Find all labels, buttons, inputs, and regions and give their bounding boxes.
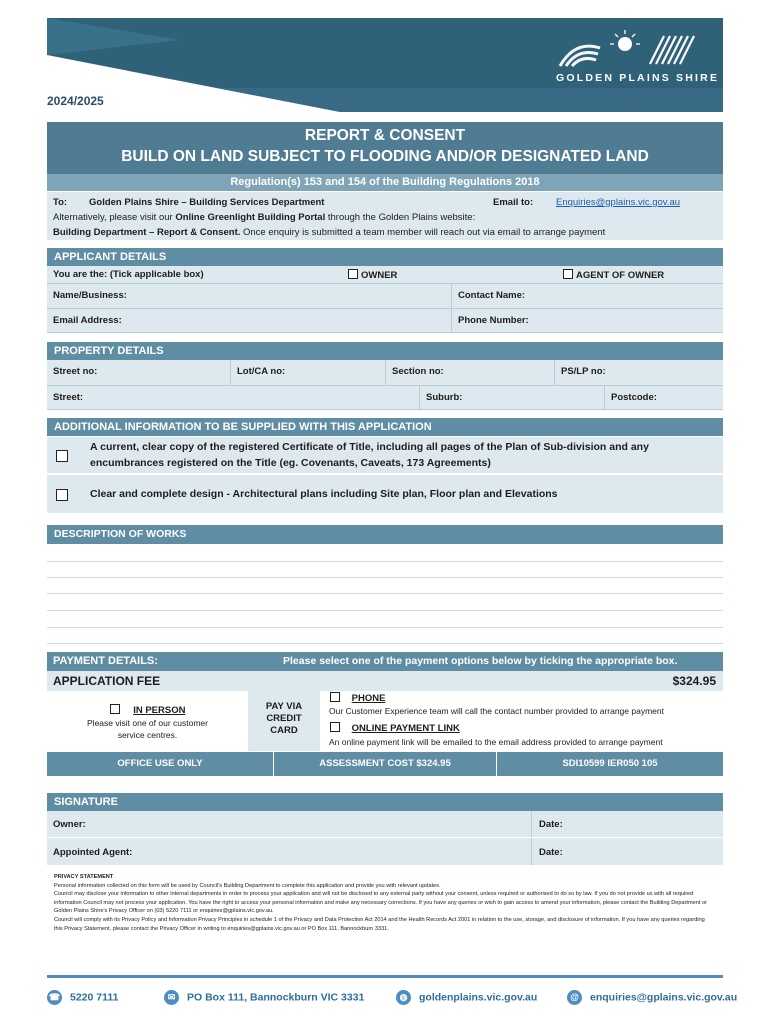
description-line[interactable] bbox=[47, 561, 723, 562]
to-value: Golden Plains Shire – Building Services Department bbox=[89, 197, 325, 208]
application-fee-row bbox=[47, 671, 723, 691]
privacy-title: PRIVACY STATEMENT bbox=[54, 874, 114, 880]
pay-via-card bbox=[248, 691, 320, 751]
application-fee-value: $324.95 bbox=[672, 674, 716, 688]
street-no-label: Street no: bbox=[53, 366, 98, 377]
portal-line bbox=[53, 212, 475, 223]
header-banner bbox=[0, 0, 770, 115]
owner-date-field[interactable] bbox=[572, 811, 722, 837]
to-block bbox=[47, 192, 723, 240]
agent-option[interactable] bbox=[557, 266, 723, 283]
payment-details-label: PAYMENT DETAILS: bbox=[53, 655, 158, 667]
signature-header: SIGNATURE bbox=[47, 793, 723, 811]
footer-web[interactable] bbox=[396, 990, 537, 1005]
property-row-1 bbox=[47, 360, 723, 386]
email-to-label: Email to: bbox=[493, 197, 534, 208]
description-line[interactable] bbox=[47, 643, 723, 644]
lot-field[interactable] bbox=[230, 360, 385, 385]
footer-email[interactable] bbox=[567, 990, 737, 1005]
payment-options bbox=[47, 691, 723, 751]
agent-checkbox[interactable] bbox=[563, 269, 573, 279]
pay-via-line-1: PAY VIA bbox=[265, 701, 303, 712]
applicant-type-row bbox=[47, 266, 723, 284]
assessment-cost: ASSESSMENT COST $324.95 bbox=[319, 758, 451, 769]
description-line[interactable] bbox=[47, 593, 723, 594]
section-label: Section no: bbox=[392, 366, 444, 377]
pay-via-line-2: CREDIT bbox=[266, 713, 302, 724]
email-link[interactable]: Enquiries@gplains.vic.gov.au bbox=[556, 197, 681, 208]
in-person-desc-2: service centres. bbox=[117, 730, 178, 740]
to-label: To: bbox=[53, 197, 68, 208]
postcode-field[interactable] bbox=[604, 386, 723, 409]
title-line-1: REPORT & CONSENT bbox=[304, 127, 466, 144]
email-field[interactable] bbox=[47, 309, 451, 332]
regulation-bar: Regulation(s) 153 and 154 of the Building Regulations 2018 bbox=[47, 174, 723, 191]
owner-checkbox[interactable] bbox=[348, 269, 358, 279]
phone-option-desc: Our Customer Experience team will call the contact number provided to arrange payment bbox=[329, 706, 664, 716]
card-options bbox=[320, 691, 723, 751]
owner-option[interactable] bbox=[342, 266, 557, 283]
in-person-label: IN PERSON bbox=[133, 705, 186, 716]
design-plans-row bbox=[47, 475, 723, 513]
online-option-desc: An online payment link will be emailed to the email address provided to arrange payment bbox=[329, 737, 663, 747]
footer-post bbox=[164, 990, 364, 1005]
online-option[interactable] bbox=[330, 722, 460, 734]
lot-label: Lot/CA no: bbox=[237, 366, 286, 377]
online-option-label: ONLINE PAYMENT LINK bbox=[351, 723, 460, 734]
footer-phone[interactable] bbox=[47, 990, 118, 1005]
title-cert-line-1: A current, clear copy of the registered Certificate of Title, including all pages of the Plan of Sub-division and any bbox=[90, 441, 649, 453]
name-label: Name/Business: bbox=[53, 290, 127, 301]
title-cert-checkbox[interactable] bbox=[56, 450, 68, 462]
phone-label: Phone Number: bbox=[458, 315, 529, 326]
street-no-field[interactable] bbox=[47, 360, 230, 385]
in-person-option[interactable] bbox=[47, 691, 248, 751]
portal-text-a: Alternatively, please visit our bbox=[53, 212, 176, 223]
owner-sig-label: Owner: bbox=[53, 819, 86, 830]
suburb-label: Suburb: bbox=[426, 392, 463, 403]
contact-field[interactable] bbox=[451, 284, 723, 308]
agent-date-label: Date: bbox=[539, 847, 563, 858]
office-use-label: OFFICE USE ONLY bbox=[117, 758, 203, 769]
phone-icon: ☎ bbox=[47, 990, 62, 1005]
privacy-statement bbox=[54, 873, 714, 933]
property-row-2 bbox=[47, 386, 723, 410]
privacy-paragraph-2: Council may disclose your information to other internal departments in order to process your application and will not be disclosed to any external party without your consent, unless required or authorised to do so by law. If you do not provide us with all required information Council may not process your application. You have the right to access your personal information and make any necessary corrections. If you have any queries or wish to gain access to amend your information, please contact the Building Department or Golden Plains Shire's Privacy Officer on (03) 5220 7111 or enquiries@gplains.vic.gov.au. bbox=[54, 891, 707, 915]
description-line[interactable] bbox=[47, 610, 723, 611]
in-person-checkbox[interactable] bbox=[110, 704, 120, 714]
pslp-field[interactable] bbox=[554, 360, 723, 385]
office-use-row bbox=[47, 752, 723, 776]
postcode-label: Postcode: bbox=[611, 392, 657, 403]
title-cert-line-2: encumbrances registered on the Title (eg. Covenants, Caveats, 173 Agreements) bbox=[90, 457, 491, 469]
footer-phone-text: 5220 7111 bbox=[70, 991, 119, 1004]
email-label: Email Address: bbox=[53, 315, 122, 326]
name-field[interactable] bbox=[47, 284, 451, 308]
title-line-2: BUILD ON LAND SUBJECT TO FLOODING AND/OR DESIGNATED LAND bbox=[121, 148, 649, 165]
divider bbox=[531, 838, 532, 865]
agent-signature-field[interactable] bbox=[142, 838, 527, 865]
property-header: PROPERTY DETAILS bbox=[47, 342, 723, 360]
globe-icon: ◍ bbox=[396, 990, 411, 1005]
description-line[interactable] bbox=[47, 577, 723, 578]
owner-signature-row bbox=[47, 811, 723, 838]
owner-label: OWNER bbox=[361, 270, 398, 281]
form-title bbox=[47, 122, 723, 174]
suburb-field[interactable] bbox=[419, 386, 604, 409]
logo-wordmark: GOLDEN PLAINS SHIRE bbox=[556, 72, 720, 84]
email-row bbox=[47, 309, 723, 333]
footer-post-text: PO Box 111, Bannockburn VIC 3331 bbox=[187, 991, 365, 1004]
owner-date-label: Date: bbox=[539, 819, 563, 830]
consent-text: Once enquiry is submitted a team member will reach out via email to arrange payment bbox=[240, 227, 606, 238]
phone-option-label: PHONE bbox=[351, 693, 386, 704]
at-icon: @ bbox=[567, 990, 582, 1005]
mail-icon: ✉ bbox=[164, 990, 179, 1005]
in-person-desc-1: Please visit one of our customer bbox=[87, 718, 208, 728]
pslp-label: PS/LP no: bbox=[561, 366, 606, 377]
footer-rule bbox=[47, 975, 723, 978]
title-cert-row bbox=[47, 437, 723, 474]
phone-checkbox[interactable] bbox=[330, 692, 340, 702]
portal-text-c: through the Golden Plains website: bbox=[325, 212, 476, 223]
agent-date-field[interactable] bbox=[572, 838, 722, 865]
pay-via-line-3: CARD bbox=[270, 725, 298, 736]
footer-web-text: goldenplains.vic.gov.au bbox=[419, 991, 538, 1004]
privacy-paragraph-3: Council will comply with its Privacy Policy and Information Privacy Principles in schedule 1 of the Privacy and Data Protection Act 2014 and the Health Records Act 2001 in relation to the use, storage, and disclosure of information. If you have any queries regarding this Privacy Statement, please contact the Privacy Officer in writing to enquiries@gplains.vic.gov.au or PO Box 111, Bannockburn 3331. bbox=[54, 916, 705, 932]
consent-line bbox=[53, 227, 605, 238]
design-plans-text: Clear and complete design - Architectural plans including Site plan, Floor plan and Elevations bbox=[90, 488, 558, 500]
fee-codes: SDI10599 IER050 105 bbox=[562, 758, 658, 769]
phone-option[interactable] bbox=[330, 692, 385, 704]
street-label: Street: bbox=[53, 392, 84, 403]
payment-instructions: Please select one of the payment options below by ticking the appropriate box. bbox=[283, 655, 678, 667]
street-field[interactable] bbox=[47, 386, 419, 409]
consent-page-link[interactable]: Building Department – Report & Consent. bbox=[53, 227, 241, 238]
description-header: DESCRIPTION OF WORKS bbox=[47, 525, 723, 544]
divider bbox=[531, 811, 532, 837]
additional-header: ADDITIONAL INFORMATION TO BE SUPPLIED WITH THIS APPLICATION bbox=[47, 418, 723, 436]
payment-header bbox=[47, 652, 723, 671]
agent-sig-label: Appointed Agent: bbox=[53, 847, 133, 858]
applicant-header: APPLICANT DETAILS bbox=[47, 248, 723, 266]
online-checkbox[interactable] bbox=[330, 722, 340, 732]
description-line[interactable] bbox=[47, 627, 723, 628]
agent-signature-row bbox=[47, 838, 723, 866]
contact-label: Contact Name: bbox=[458, 290, 526, 301]
you-are-label: You are the: (Tick applicable box) bbox=[53, 269, 204, 280]
portal-link[interactable]: Online Greenlight Building Portal bbox=[175, 212, 326, 223]
name-row bbox=[47, 284, 723, 309]
phone-field[interactable] bbox=[451, 309, 723, 332]
privacy-paragraph-1: Personal information collected on this form will be used by Council's Building Department to complete this application and provide you with relevant updates. bbox=[54, 882, 441, 889]
footer-email-text: enquiries@gplains.vic.gov.au bbox=[590, 991, 738, 1004]
agent-label: AGENT OF OWNER bbox=[576, 270, 665, 281]
application-fee-label: APPLICATION FEE bbox=[53, 674, 161, 688]
year-label: 2024/2025 bbox=[47, 94, 104, 108]
design-plans-checkbox[interactable] bbox=[56, 489, 68, 501]
section-field[interactable] bbox=[385, 360, 554, 385]
owner-signature-field[interactable] bbox=[97, 811, 527, 837]
